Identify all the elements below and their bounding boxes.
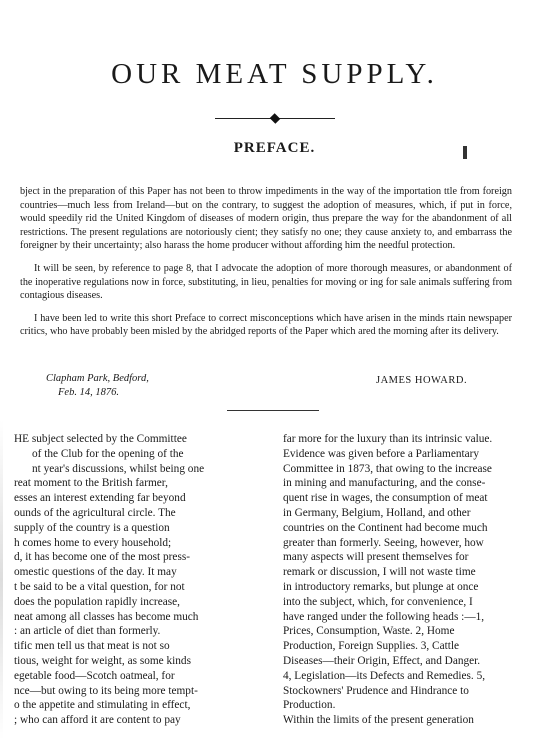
text-line: Production. (283, 699, 336, 712)
signature-date: Feb. 14, 1876. (58, 387, 119, 398)
text-line: Evidence was given before a Parliamentary (283, 447, 480, 460)
page-title: OUR MEAT SUPPLY. (111, 58, 438, 90)
text-line: : an article of diet than formerly. (14, 625, 161, 638)
text-line: Production, Foreign Supplies. 3, Cattle (283, 640, 460, 653)
text-line: t be said to be a vital question, for not (14, 580, 185, 593)
body-column-right (283, 432, 525, 728)
signature-place: Clapham Park, Bedford, (46, 373, 149, 384)
text-line: Within the limits of the present generation (283, 714, 474, 727)
title-ornament (215, 114, 335, 124)
ornament-diamond (270, 113, 281, 124)
preface-paragraph: bject in the preparation of this Paper has not been to throw impediments in the way of the importation ttle from foreign countries—much less from Ireland—but on the contrary, to suggest the adoption of measures, which, if put in force, would speedily rid the United Kingdom of diseases of modern origin, thus prepare the way for the abandonment of all restrictions. The present regulations are notoriously cient; they satisfy no one; they cause anxiety to, and embarrass the foreigner by their uncertainty; also harass the home producer without affording him the needful protection. (20, 186, 512, 252)
body-column-left (14, 432, 276, 728)
text-line: ounds of the agricultural circle. The (14, 506, 176, 519)
text-line: Stockowners' Prudence and Hindrance to (283, 684, 469, 697)
signature-name: JAMES HOWARD. (376, 375, 468, 386)
text-line: esses an interest extending far beyond (14, 492, 186, 505)
text-line: tious, weight for weight, as some kinds (14, 654, 191, 667)
preface-paragraph: It will be seen, by reference to page 8, that I advocate the adoption of more thorough measures, or abandonment of the inoperative regulations now in force, substituting, in lieu, penalties for moving or ing for sale animals suffering from contagious diseases. (20, 262, 512, 302)
preface-paragraph: I have been led to write this short Preface to correct misconceptions which have arisen in the minds rtain newspaper critics, who have probably been misled by the abridged reports of the Paper which ared the morning after its delivery. (20, 312, 512, 338)
text-line: h comes home to every household; (14, 536, 172, 549)
text-line: far more for the luxury than its intrinsic value. (283, 433, 493, 445)
text-line: in mining and manufacturing, and the conse- (283, 477, 486, 490)
text-line: neat among all classes has become much (14, 610, 199, 623)
text-line: 4, Legislation—its Defects and Remedies. 5, (283, 669, 486, 682)
text-line: nt year's discussions, whilst being one (32, 462, 205, 475)
text-line: omestic questions of the day. It may (14, 566, 177, 579)
text-line: reat moment to the British farmer, (14, 477, 168, 490)
text-line: tific men tell us that meat is not so (14, 640, 170, 653)
text-line: greater than formerly. Seeing, however, how (283, 536, 484, 549)
text-line: does the population rapidly increase, (14, 595, 180, 608)
text-line: remark or discussion, I will not waste time (283, 566, 476, 579)
section-divider (227, 410, 319, 411)
text-line: d, it has become one of the most press- (14, 551, 191, 564)
preface-text (20, 185, 512, 348)
text-line: into the subject, which, for convenience, I (283, 595, 473, 608)
text-line: quent rise in wages, the consumption of meat (283, 492, 488, 505)
text-line: ; who can afford it are content to pay (14, 714, 181, 727)
text-line: of the Club for the opening of the (32, 447, 184, 460)
text-line: o the appetite and stimulating in effect, (14, 699, 191, 712)
scan-shadow (0, 420, 3, 740)
text-line: egetable food—Scotch oatmeal, for (14, 669, 175, 682)
text-line: in introductory remarks, but plunge at once (283, 580, 479, 593)
text-line: many aspects will present themselves for (283, 551, 469, 564)
text-line: in Germany, Belgium, Holland, and other (283, 506, 471, 519)
text-line: nce—but owing to its being more tempt- (14, 684, 198, 697)
text-line: Prices, Consumption, Waste. 2, Home (283, 625, 455, 638)
text-line: have ranged under the following heads :—1, (283, 610, 485, 623)
text-line: HE subject selected by the Committee (14, 433, 187, 445)
signature-place-date (46, 372, 149, 400)
preface-heading: PREFACE. (233, 140, 316, 156)
text-line: supply of the country is a question (14, 521, 170, 534)
text-line: Committee in 1873, that owing to the increase (283, 462, 492, 475)
text-line: countries on the Continent had become much (283, 521, 488, 534)
scan-mark (463, 146, 467, 159)
text-line: Diseases—their Origin, Effect, and Danger. (283, 654, 481, 667)
